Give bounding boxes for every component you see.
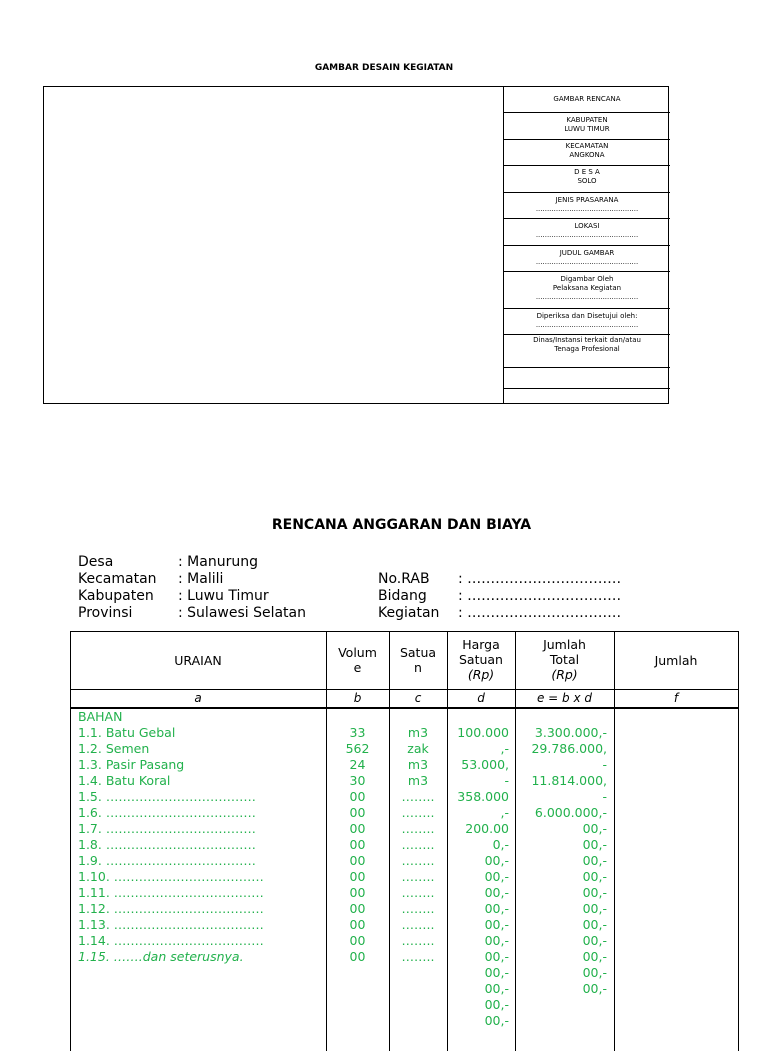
sub-header-a: a <box>194 691 202 705</box>
harga-cell: 00,- <box>484 853 509 868</box>
info-kegiatan-value: : …………………………… <box>458 605 622 621</box>
tb-kecamatan <box>504 140 670 166</box>
tb-desa <box>504 166 670 193</box>
volume-cell: 00 <box>349 885 366 900</box>
tb-judul-label: JUDUL GAMBAR <box>559 249 615 257</box>
uraian-row: 1.11. ……………………………… <box>78 885 264 900</box>
uraian-row: 1.12. ……………………………… <box>78 901 264 916</box>
uraian-row: 1.6. ……………………………… <box>78 805 256 820</box>
info-kecamatan-value: : Malili <box>178 571 224 587</box>
tb-empty-row-1 <box>504 368 670 389</box>
info-right <box>378 571 621 622</box>
tb-kabupaten <box>504 113 670 140</box>
jumlah-total-cell: 6.000.000,- <box>534 805 607 820</box>
uraian-row: 1.8. ……………………………… <box>78 837 256 852</box>
jumlah-total-cell: 00,- <box>582 821 607 836</box>
sub-header-c: c <box>414 691 422 705</box>
tb-dinas-label: Dinas/Instansi terkait dan/atau <box>533 336 641 344</box>
sub-header-e: e = b x d <box>536 691 593 705</box>
volume-cell: 00 <box>349 949 366 964</box>
col-harga <box>447 709 509 1029</box>
header-jumlah-total-2: Total <box>549 652 580 667</box>
satuan-cell: m3 <box>407 773 429 788</box>
info-norab-label: No.RAB <box>378 571 430 587</box>
table-right-border <box>738 631 739 1051</box>
sub-header-f: f <box>673 691 679 705</box>
jumlah-total-cell: - <box>602 757 607 772</box>
harga-cell: 358.000 <box>457 789 509 804</box>
jumlah-total-cell: 00,- <box>582 837 607 852</box>
tb-digambar-sub: Pelaksana Kegiatan <box>552 284 622 292</box>
header-uraian: URAIAN <box>174 653 222 668</box>
info-kegiatan <box>378 605 621 622</box>
volume-cell: 00 <box>349 853 366 868</box>
harga-cell: 00,- <box>484 885 509 900</box>
tb-jenis <box>504 193 670 219</box>
info-bidang <box>378 588 621 605</box>
header-satuan-1: Satua <box>399 645 437 660</box>
tb-digambar <box>504 272 670 309</box>
design-title: GAMBAR DESAIN KEGIATAN <box>314 63 454 73</box>
satuan-cell: …….. <box>401 853 435 868</box>
uraian-row: 1.15. …….dan seterusnya. <box>78 949 244 964</box>
jumlah-total-cell: 00,- <box>582 853 607 868</box>
col-jumlah-total <box>515 709 607 997</box>
info-kabupaten <box>78 588 306 605</box>
satuan-cell: …….. <box>401 805 435 820</box>
uraian-row: 1.7. ……………………………… <box>78 821 256 836</box>
uraian-row: 1.2. Semen <box>78 741 150 756</box>
info-desa-value: : Manurung <box>178 554 258 570</box>
tb-jenis-dots: .............................................. <box>535 205 639 213</box>
col-satuan <box>389 709 447 965</box>
tb-diperiksa <box>504 309 670 335</box>
volume-cell: 00 <box>349 789 366 804</box>
header-harga-2: Satuan <box>458 652 503 667</box>
header-jumlah-total <box>515 637 614 682</box>
tb-dinas-sub: Tenaga Profesional <box>554 345 620 353</box>
tb-kabupaten-label: KABUPATEN <box>566 116 608 124</box>
volume-cell: 00 <box>349 917 366 932</box>
header-satuan <box>389 645 447 675</box>
satuan-cell: …….. <box>401 917 435 932</box>
tb-desa-value: SOLO <box>577 177 597 185</box>
satuan-cell: …….. <box>401 901 435 916</box>
harga-cell: 00,- <box>484 901 509 916</box>
info-bidang-value: : …………………………… <box>458 588 622 604</box>
volume-cell: 00 <box>349 805 366 820</box>
uraian-row: 1.4. Batu Koral <box>78 773 171 788</box>
tb-diperiksa-dots: .............................................. <box>535 321 639 329</box>
info-provinsi <box>78 605 306 622</box>
uraian-row: 1.1. Batu Gebal <box>78 725 176 740</box>
header-jumlah: Jumlah <box>654 653 698 668</box>
volume-cell: 00 <box>349 821 366 836</box>
harga-cell: 00,- <box>484 933 509 948</box>
header-jumlah-total-1: Jumlah <box>543 637 586 652</box>
header-harga <box>447 637 515 682</box>
header-volume <box>326 645 389 675</box>
satuan-cell: …….. <box>401 949 435 964</box>
tb-digambar-label: Digambar Oleh <box>560 275 614 283</box>
info-norab <box>378 571 621 588</box>
volume-cell <box>326 709 389 725</box>
uraian-row: 1.13. ……………………………… <box>78 917 264 932</box>
volume-cell: 33 <box>349 725 366 740</box>
tb-lokasi-label: LOKASI <box>574 222 600 230</box>
info-norab-value: : …………………………… <box>458 571 622 587</box>
tb-desa-label: D E S A <box>574 168 600 176</box>
title-block <box>503 87 670 404</box>
jumlah-total-cell: 00,- <box>582 933 607 948</box>
uraian-row: 1.9. ……………………………… <box>78 853 256 868</box>
satuan-cell: …….. <box>401 885 435 900</box>
harga-cell: 00,- <box>484 869 509 884</box>
volume-cell: 00 <box>349 901 366 916</box>
info-desa <box>78 554 306 571</box>
harga-cell: 00,- <box>484 997 509 1012</box>
harga-cell: 0,- <box>492 837 509 852</box>
info-kabupaten-value: : Luwu Timur <box>178 588 269 604</box>
info-bidang-label: Bidang <box>378 588 427 604</box>
info-kecamatan <box>78 571 306 588</box>
table-header-divider <box>70 689 739 690</box>
tb-jenis-label: JENIS PRASARANA <box>555 196 619 204</box>
jumlah-total-cell: 00,- <box>582 949 607 964</box>
tb-judul <box>504 246 670 272</box>
header-volume-1: Volum <box>338 645 377 660</box>
tb-dinas <box>504 335 670 368</box>
tb-lokasi-dots: .............................................. <box>535 231 639 239</box>
harga-cell: 200.00 <box>465 821 509 836</box>
tb-kabupaten-value: LUWU TIMUR <box>564 125 610 133</box>
header-harga-1: Harga <box>462 637 500 652</box>
uraian-row: 1.5. ……………………………… <box>78 789 256 804</box>
harga-cell <box>447 709 509 725</box>
tb-judul-dots: .............................................. <box>535 258 639 266</box>
harga-cell: - <box>504 773 509 788</box>
harga-cell: 00,- <box>484 949 509 964</box>
info-kabupaten-label: Kabupaten <box>78 588 154 604</box>
tb-diperiksa-label: Diperiksa dan Disetujui oleh: <box>536 312 638 320</box>
rab-title: RENCANA ANGGARAN DAN BIAYA <box>271 517 532 533</box>
drawing-sheet <box>43 86 669 404</box>
sub-header-d: d <box>477 691 485 705</box>
jumlah-total-cell: 00,- <box>582 869 607 884</box>
volume-cell: 00 <box>349 837 366 852</box>
header-harga-3: (Rp) <box>467 667 495 682</box>
satuan-cell: m3 <box>407 725 429 740</box>
jumlah-total-cell: - <box>602 789 607 804</box>
harga-cell: ,- <box>500 741 509 756</box>
satuan-cell: …….. <box>401 933 435 948</box>
satuan-cell: zak <box>407 741 429 756</box>
satuan-cell: m3 <box>407 757 429 772</box>
uraian-row: 1.3. Pasir Pasang <box>78 757 185 772</box>
jumlah-total-cell: 00,- <box>582 965 607 980</box>
jumlah-total-cell: 00,- <box>582 885 607 900</box>
uraian-row: 1.14. ……………………………… <box>78 933 264 948</box>
volume-cell: 562 <box>345 741 370 756</box>
satuan-cell <box>389 709 447 725</box>
info-provinsi-label: Provinsi <box>78 605 133 621</box>
uraian-row: BAHAN <box>78 709 123 724</box>
harga-cell: 00,- <box>484 1013 509 1028</box>
jumlah-total-cell: 29.786.000, <box>531 741 607 756</box>
header-volume-2: e <box>353 660 362 675</box>
jumlah-total-cell: 11.814.000, <box>531 773 607 788</box>
jumlah-total-cell <box>515 709 607 725</box>
volume-cell: 24 <box>349 757 366 772</box>
info-provinsi-value: : Sulawesi Selatan <box>178 605 307 621</box>
harga-cell: 00,- <box>484 981 509 996</box>
volume-cell: 00 <box>349 869 366 884</box>
info-kegiatan-label: Kegiatan <box>378 605 440 621</box>
col-volume <box>326 709 389 965</box>
tb-kecamatan-label: KECAMATAN <box>565 142 609 150</box>
tb-plan <box>504 87 670 113</box>
header-jumlah-total-3: (Rp) <box>551 667 578 682</box>
tb-digambar-dots: .............................................. <box>535 293 639 301</box>
volume-cell: 30 <box>349 773 366 788</box>
info-kecamatan-label: Kecamatan <box>78 571 157 587</box>
jumlah-total-cell: 00,- <box>582 917 607 932</box>
satuan-cell: …….. <box>401 821 435 836</box>
harga-cell: ,- <box>500 805 509 820</box>
satuan-cell: …….. <box>401 789 435 804</box>
info-left <box>78 554 306 622</box>
volume-cell: 00 <box>349 933 366 948</box>
satuan-cell: …….. <box>401 869 435 884</box>
harga-cell: 00,- <box>484 917 509 932</box>
jumlah-total-cell: 00,- <box>582 981 607 996</box>
header-satuan-2: n <box>414 660 422 675</box>
table-top-border <box>70 631 739 632</box>
tb-lokasi <box>504 219 670 246</box>
jumlah-total-cell: 00,- <box>582 901 607 916</box>
tb-kecamatan-value: ANGKONA <box>569 151 605 159</box>
info-desa-label: Desa <box>78 554 114 570</box>
sub-header-b: b <box>353 691 362 705</box>
harga-cell: 00,- <box>484 965 509 980</box>
col-uraian <box>78 709 324 965</box>
satuan-cell: …….. <box>401 837 435 852</box>
harga-cell: 100.000 <box>457 725 509 740</box>
uraian-row: 1.10. ……………………………… <box>78 869 264 884</box>
rab-table <box>70 631 739 1051</box>
tb-plan-label: GAMBAR RENCANA <box>553 95 621 103</box>
jumlah-total-cell: 3.300.000,- <box>534 725 607 740</box>
harga-cell: 53.000, <box>461 757 509 772</box>
